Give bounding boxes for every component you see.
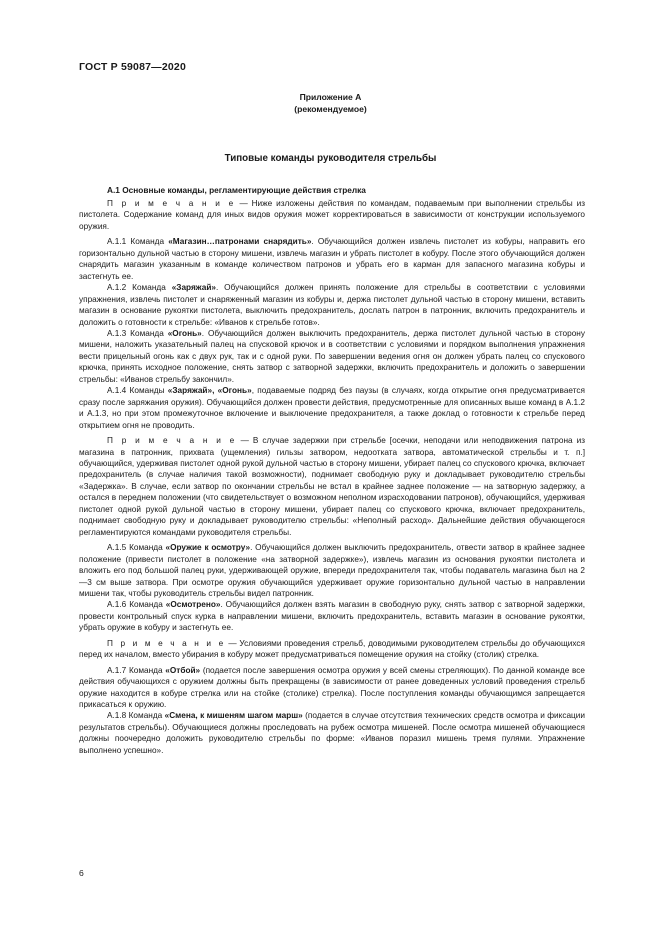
note-label: П р и м е ч а н и е	[107, 436, 237, 446]
clause-prefix: А.1.4 Команды	[107, 386, 168, 396]
note-text: — Условиями проведения стрельб, доводимыми руководителем стрельбы до обучающихся перед их началом, вместо убирания в кобуру может предусматриваться помещение оружия на стойку (столик) стрелка.	[79, 638, 585, 660]
clause-text: . Обучающийся должен выключить предохранитель, отвести затвор в крайнее заднее положение (привести пистолет в положение «на затворной задержке»), извлечь магазин из основания рукоятки пистолета и вложить его под большой палец руки, удерживающей оружие, впереди предохранителя так, чтобы подаватель магазина был на 2—3 см выше затвора. При осмотре оружия обучающийся удерживает оружие горизонтально дульной частью в направлении мишени так, чтобы руководитель стрельбы видел патронник.	[79, 543, 585, 598]
clause-a-1-7	[79, 665, 585, 711]
clause-text: (подается после завершения осмотра оружия у всей смены стреляющих). По данной команде все действия обучающихся с оружием должны быть прекращены (в зависимости от ранее доведенных условий проведения стрельб оружие находится в кобуре стрелка или на стойке (столике) стрелка). После поступления команды обучающимся запрещается прикасаться к оружию.	[79, 665, 586, 710]
page-title: Типовые команды руководителя стрельбы	[224, 153, 437, 164]
standard-designation: ГОСТ Р 59087—2020	[79, 61, 187, 73]
command-name: «Оружие к осмотру»	[165, 543, 251, 553]
clause-prefix: А.1.3 Команда	[107, 328, 168, 338]
clause-text: . Обучающийся должен извлечь пистолет из кобуры, направить его горизонтально дульной частью в сторону мишени, извлечь магазин и убрать пистолет в кобуру. После этого обучающийся должен снарядить магазин указанным в команде количеством патронов и убрать его в карман для запасного магазина кобуры и застегнуть ее.	[79, 237, 585, 281]
note-paragraph	[79, 198, 585, 232]
note-label: П р и м е ч а н и е	[107, 199, 236, 208]
command-name: «Огонь»	[167, 328, 202, 338]
command-name: «Смена, к мишеням шагом марш»	[164, 711, 303, 721]
annex-status: (рекомендуемое)	[294, 104, 367, 114]
clause-prefix: А.1.1 Команда	[107, 237, 169, 247]
command-name: «Магазин…патронами снарядить»	[168, 237, 312, 247]
clause-a-1-8	[79, 710, 585, 756]
clause-prefix: А.1.2 Команда	[107, 283, 172, 293]
page-number: 6	[79, 868, 84, 878]
clause-text: . Обучающийся должен принять положение для стрельбы в соответствии с условиями упражнения, извлечь пистолет и снаряженный магазин из кобуры и, держа пистолет дульной частью в сторону мишени, вставить магазин в основание рукоятки пистолета, выключить предохранитель, дослать патрон в патронник, включить предохранитель и доложить о готовности к стрельбе: «Иванов к стрельбе готов».	[79, 283, 585, 327]
section-heading: А.1 Основные команды, регламентирующие действия стрелка	[107, 185, 366, 195]
note-text: — Ниже изложены действия по командам, подаваемым при выполнении стрельбы из пистолета. Содержание команд для иных видов оружия может корректироваться в зависимости от конструкции используемого оружия.	[79, 199, 585, 231]
clause-prefix: А.1.7 Команда	[107, 665, 166, 675]
clause-a-1-4	[79, 385, 585, 431]
annex-title: Приложение А	[299, 92, 362, 102]
note-paragraph	[79, 435, 585, 538]
clause-a-1-6	[79, 599, 585, 633]
command-name: «Заряжай»	[171, 283, 216, 293]
clause-prefix: А.1.8 Команда	[107, 711, 165, 721]
clause-prefix: А.1.6 Команда	[107, 600, 166, 610]
clause-a-1-5	[79, 542, 585, 599]
command-name: «Отбой»	[165, 665, 201, 675]
note-text: — В случае задержки при стрельбе [осечки, неподачи или неподвижения патрона из магазина в патронник, прихвата (ущемления) гильзы затвором, недоотката затвора, автоматической стрельбы и т. п.] обучающийся, удерживая пистолет одной рукой дульной частью в сторону мишени, убирает палец со спускового крючка, включает предохранитель (в случае наличия такой возможности), поднимает свободную руку и докладывает руководителю стрельбы «Задержка». В случае, если затвор по окончании стрельбы не встал в крайнее заднее положение — на затворную задержку, а остался в переднем положении (что свидетельствует о возможном неполном израсходовании патронов), обучающийся, удерживая пистолет одной рукой дульной частью в сторону мишени, убирает палец со спускового крючка, включает предохранитель, поднимает свободную руку и докладывает руководителю стрельбы: «Неполный расход». Дальнейшие действия обучающегося регламентируются командами руководителя стрельбы.	[79, 436, 585, 537]
document-body	[79, 198, 585, 756]
note-paragraph	[79, 638, 585, 661]
clause-text: . Обучающийся должен выключить предохранитель, держа пистолет дульной частью в сторону мишени, наложить указательный палец на спусковой крючок и в соответствии с условиями и порядком выполнения упражнения вести прицельный огонь как с двух рук, так и с одной руки. По завершении ведения огня он должен убрать палец со спускового крючка, принять исходное положение, снять затвор с затворной задержки, включить предохранитель и доложить о завершении стрельбы: «Иванов стрельбу закончил».	[79, 328, 585, 384]
clause-a-1-2	[79, 282, 585, 328]
clause-prefix: А.1.5 Команда	[107, 543, 166, 553]
note-label: П р и м е ч а н и е	[107, 638, 226, 648]
clause-text: , подаваемые подряд без паузы (в случаях, когда открытие огня предусматривается сразу после заряжания оружия). Обучающийся должен провести действия, предусмотренные для описанных выше команд в А.1.2 и А.1.3, но при этом промежуточное включение и выключение предохранителя, а также доклад о готовности к стрельбе перед открытием огня не проводить.	[79, 386, 586, 430]
clause-a-1-1	[79, 236, 585, 282]
clause-text: . Обучающийся должен взять магазин в свободную руку, снять затвор с затворной задержки, провести контрольный спуск курка в направлении мишени, включить предохранитель, вставить магазин в основание рукоятки, убрать оружие в кобуру и застегнуть ее.	[79, 600, 585, 633]
clause-text: (подается в случае отсутствия технических средств осмотра и фиксации результатов стрельбы). Обучающиеся должны проследовать на рубеж осмотра мишеней. После осмотра мишеней обучающиеся должны поочередно доложить руководителю стрельбы по форме: «Иванов поразил мишень тремя пулями. Упражнение выполнено успешно».	[79, 711, 586, 755]
command-name: «Осмотрено»	[165, 600, 221, 610]
command-name: «Заряжай», «Огонь»	[167, 386, 252, 396]
clause-a-1-3	[79, 328, 585, 385]
